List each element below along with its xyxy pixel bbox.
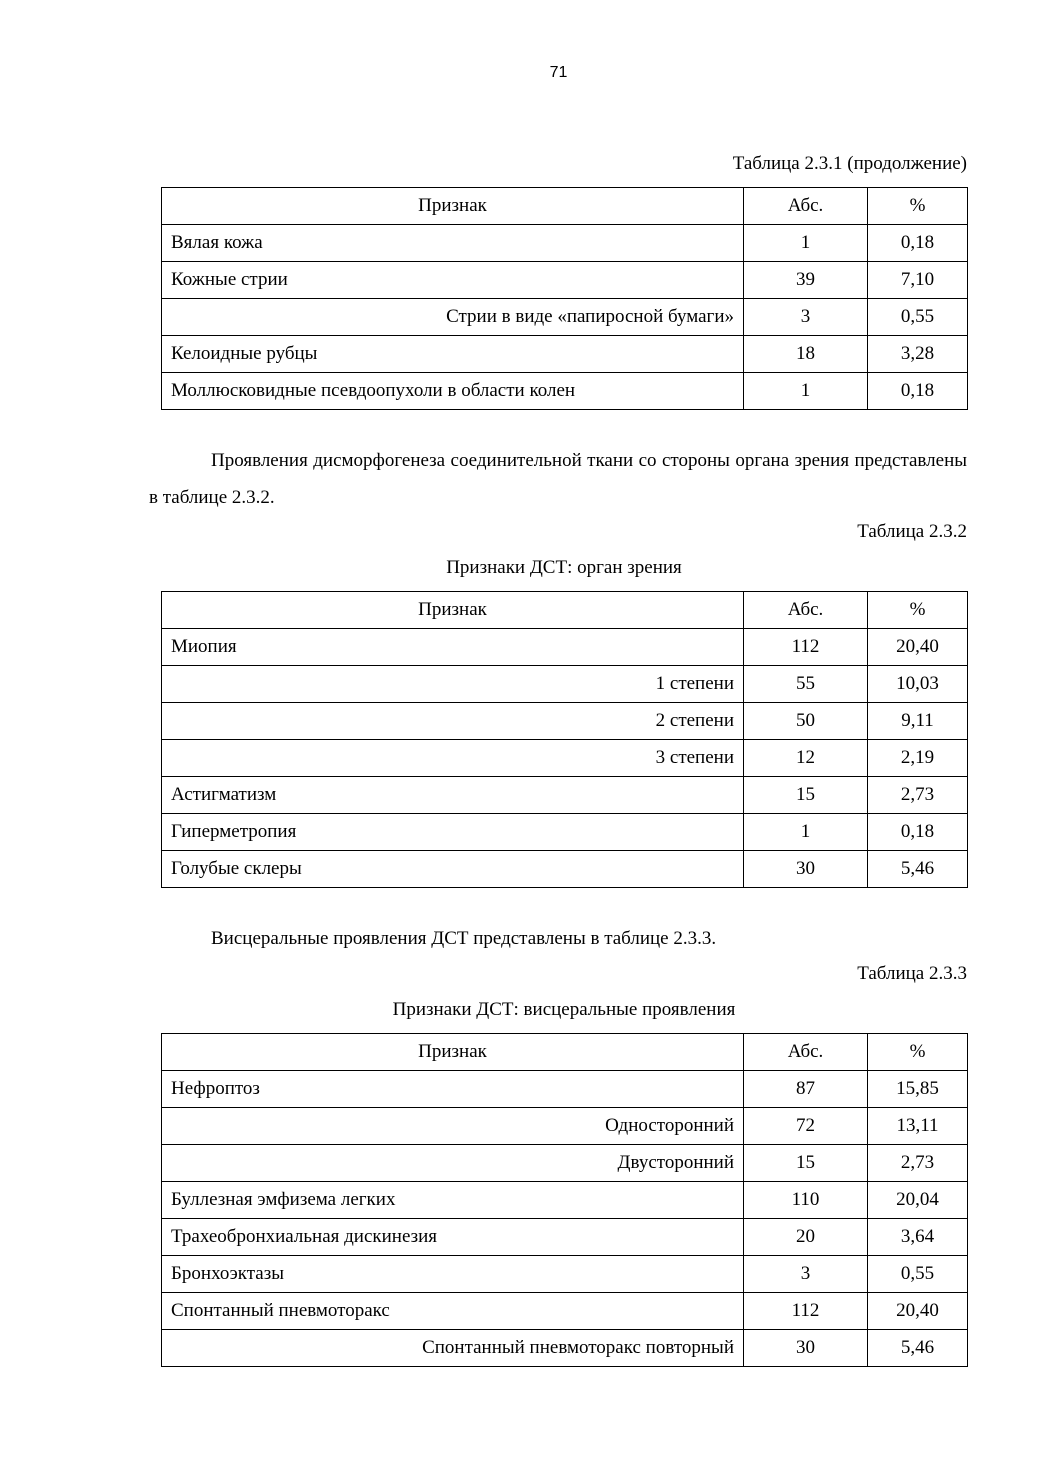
pct-value: 9,11 — [868, 703, 968, 740]
abs-value: 50 — [744, 703, 868, 740]
pct-value: 2,19 — [868, 740, 968, 777]
table-row — [162, 814, 968, 851]
row-label: Трахеобронхиальная дискинезия — [162, 1219, 744, 1256]
abs-value: 112 — [744, 629, 868, 666]
table-header-row — [162, 1034, 968, 1071]
row-label: 1 степени — [162, 666, 744, 703]
table-row — [162, 1108, 968, 1145]
table-header-row — [162, 188, 968, 225]
abs-value: 3 — [744, 299, 868, 336]
abs-value: 3 — [744, 1256, 868, 1293]
row-label: 3 степени — [162, 740, 744, 777]
abs-value: 112 — [744, 1293, 868, 1330]
abs-value: 20 — [744, 1219, 868, 1256]
data-table — [161, 591, 968, 888]
pct-value: 5,46 — [868, 1330, 968, 1367]
row-label: Спонтанный пневмоторакс повторный — [162, 1330, 744, 1367]
pct-value: 0,18 — [868, 373, 968, 410]
row-label: Бронхоэктазы — [162, 1256, 744, 1293]
row-label: Кожные стрии — [162, 262, 744, 299]
row-label: Стрии в виде «папиросной бумаги» — [162, 299, 744, 336]
table-title: Признаки ДСТ: висцеральные проявления — [392, 999, 736, 1020]
page-number: 71 — [549, 64, 568, 81]
body-paragraph — [149, 442, 967, 516]
table-caption: Таблица 2.3.2 — [857, 521, 967, 542]
pct-value: 15,85 — [868, 1071, 968, 1108]
data-table — [161, 1033, 968, 1367]
row-label: Односторонний — [162, 1108, 744, 1145]
table-row — [162, 1293, 968, 1330]
abs-value: 15 — [744, 777, 868, 814]
row-label: Келоидные рубцы — [162, 336, 744, 373]
abs-value: 15 — [744, 1145, 868, 1182]
row-label: Буллезная эмфизема легких — [162, 1182, 744, 1219]
pct-value: 3,64 — [868, 1219, 968, 1256]
table-title: Признаки ДСТ: орган зрения — [446, 557, 682, 578]
abs-value: 55 — [744, 666, 868, 703]
table-row — [162, 336, 968, 373]
table-header-row — [162, 592, 968, 629]
paragraph-text: Висцеральные проявления ДСТ представлены в таблице 2.3.3. — [211, 928, 717, 949]
table-row — [162, 1330, 968, 1367]
pct-value: 0,18 — [868, 814, 968, 851]
column-header: Признак — [162, 1034, 744, 1071]
table-row — [162, 1256, 968, 1293]
row-label: Голубые склеры — [162, 851, 744, 888]
abs-value: 39 — [744, 262, 868, 299]
table-row — [162, 740, 968, 777]
pct-value: 20,40 — [868, 1293, 968, 1330]
pct-value: 20,40 — [868, 629, 968, 666]
table-caption: Таблица 2.3.1 (продолжение) — [732, 153, 967, 174]
table-row — [162, 1219, 968, 1256]
row-label: Двусторонний — [162, 1145, 744, 1182]
table-row — [162, 262, 968, 299]
abs-value: 1 — [744, 225, 868, 262]
pct-value: 13,11 — [868, 1108, 968, 1145]
abs-value: 72 — [744, 1108, 868, 1145]
table-row — [162, 629, 968, 666]
table-row — [162, 225, 968, 262]
row-label: Моллюсковидные псевдоопухоли в области колен — [162, 373, 744, 410]
body-paragraph — [149, 920, 967, 957]
table-row — [162, 299, 968, 336]
row-label: Гиперметропия — [162, 814, 744, 851]
table-row — [162, 777, 968, 814]
column-header: Признак — [162, 188, 744, 225]
paragraph-text: Проявления дисморфогенеза соединительной ткани со стороны органа зрения представлены в таблице 2.3.2. — [149, 450, 967, 508]
abs-value: 1 — [744, 814, 868, 851]
table-row — [162, 1145, 968, 1182]
pct-value: 20,04 — [868, 1182, 968, 1219]
row-label: Миопия — [162, 629, 744, 666]
abs-value: 30 — [744, 1330, 868, 1367]
column-header: Признак — [162, 592, 744, 629]
pct-value: 0,55 — [868, 299, 968, 336]
pct-value: 0,18 — [868, 225, 968, 262]
row-label: Вялая кожа — [162, 225, 744, 262]
abs-value: 12 — [744, 740, 868, 777]
abs-value: 110 — [744, 1182, 868, 1219]
column-header: % — [868, 592, 968, 629]
pct-value: 5,46 — [868, 851, 968, 888]
abs-value: 87 — [744, 1071, 868, 1108]
table-row — [162, 1182, 968, 1219]
column-header: Абс. — [744, 188, 868, 225]
table-caption: Таблица 2.3.3 — [857, 963, 967, 984]
row-label: Астигматизм — [162, 777, 744, 814]
abs-value: 1 — [744, 373, 868, 410]
pct-value: 3,28 — [868, 336, 968, 373]
pct-value: 2,73 — [868, 1145, 968, 1182]
pct-value: 7,10 — [868, 262, 968, 299]
row-label: 2 степени — [162, 703, 744, 740]
row-label: Спонтанный пневмоторакс — [162, 1293, 744, 1330]
column-header: Абс. — [744, 1034, 868, 1071]
pct-value: 0,55 — [868, 1256, 968, 1293]
data-table — [161, 187, 968, 410]
table-row — [162, 373, 968, 410]
table-row — [162, 666, 968, 703]
column-header: Абс. — [744, 592, 868, 629]
table-row — [162, 703, 968, 740]
pct-value: 2,73 — [868, 777, 968, 814]
abs-value: 30 — [744, 851, 868, 888]
column-header: % — [868, 1034, 968, 1071]
column-header: % — [868, 188, 968, 225]
row-label: Нефроптоз — [162, 1071, 744, 1108]
table-row — [162, 851, 968, 888]
abs-value: 18 — [744, 336, 868, 373]
pct-value: 10,03 — [868, 666, 968, 703]
table-row — [162, 1071, 968, 1108]
